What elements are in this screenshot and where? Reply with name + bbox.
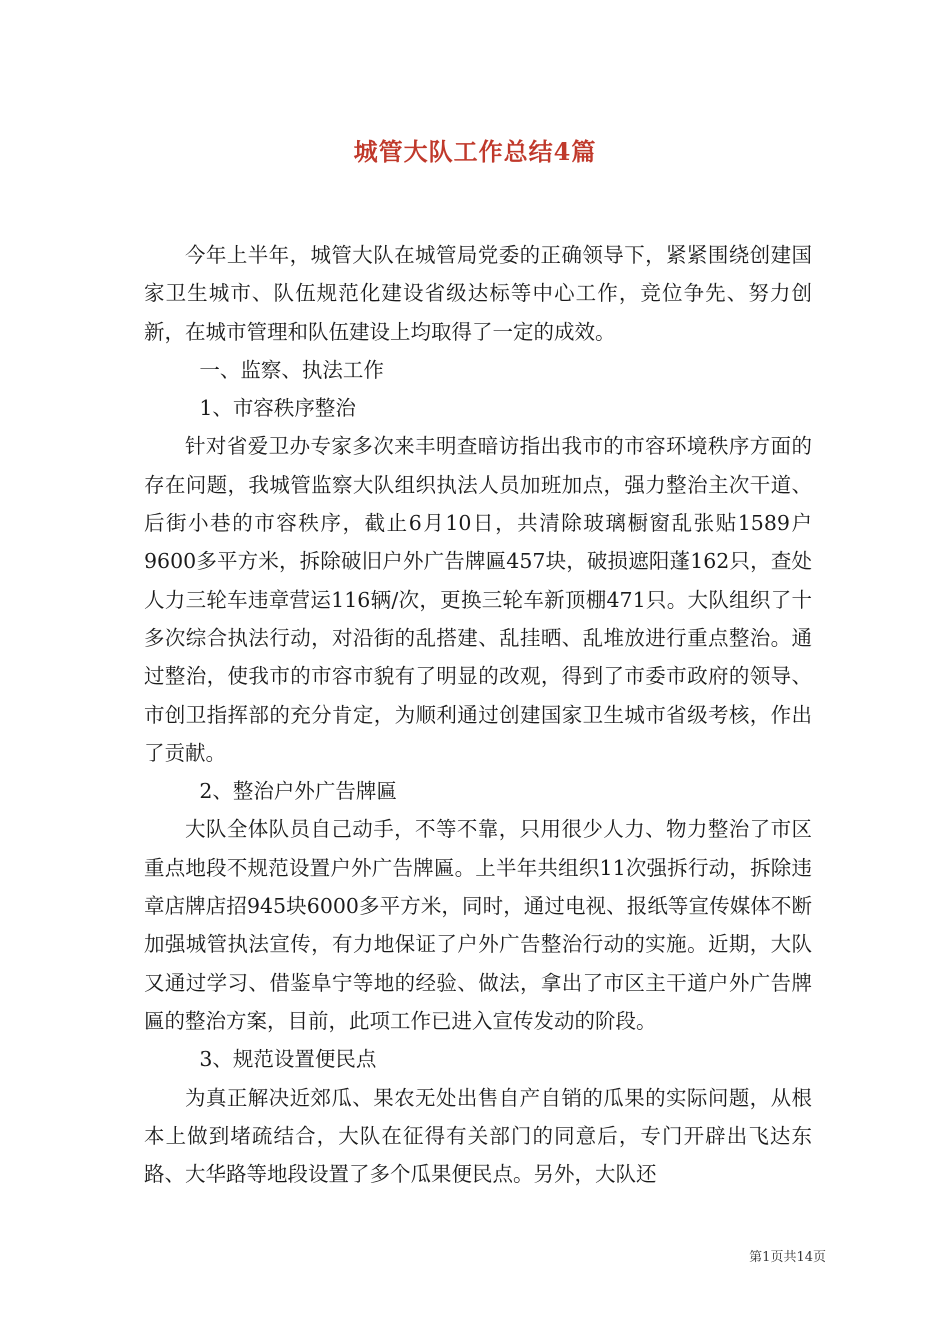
page-number: 第1页共14页 [749,1250,826,1265]
subheading-billboards: 2、整治户外广告牌匾 [199,779,397,804]
subheading-convenience-points: 3、规范设置便民点 [199,1047,377,1072]
paragraph-billboards: 大队全体队员自己动手，不等不靠，只用很少人力、物力整治了市区重点地段不规范设置户外广告牌匾。上半年共组织11次强拆行动，拆除违章店牌店招945块6000多平方米，同时，通过电视、报纸等宣传媒体不断加强城管执法宣传，有力地保证了户外广告整治行动的实施。近期，大队又通过学习、借鉴阜宁等地的经验、做法，拿出了市区主干道户外广告牌匾的整治方案，目前，此项工作已进入宣传发动的阶段。 [144,817,812,1033]
section-heading-supervision: 一、监察、执法工作 [199,357,384,382]
document-body [144,236,812,1193]
paragraph-intro: 今年上半年，城管大队在城管局党委的正确领导下，紧紧围绕创建国家卫生城市、队伍规范化建设省级达标等中心工作，竞位争先、努力创新，在城市管理和队伍建设上均取得了一定的成效。 [144,243,812,344]
paragraph-convenience-points: 为真正解决近郊瓜、果农无处出售自产自销的瓜果的实际问题，从根本上做到堵疏结合，大队在征得有关部门的同意后，专门开辟出飞达东路、大华路等地段设置了多个瓜果便民点。另外，大队还 [144,1085,812,1187]
subheading-city-order: 1、市容秩序整治 [199,396,356,421]
document-title: 城管大队工作总结4篇 [353,137,597,166]
paragraph-city-order: 针对省爱卫办专家多次来丰明查暗访指出我市的市容环境秩序方面的存在问题，我城管监察大队组织执法人员加班加点，强力整治主次干道、后街小巷的市容秩序，截止6月10日，共清除玻璃橱窗乱张贴1589户9600多平方米，拆除破旧户外广告牌匾457块，破损遮阳蓬162只，查处人力三轮车违章营运116辆/次，更换三轮车新顶棚471只。大队组织了十多次综合执法行动，对沿街的乱搭建、乱挂晒、乱堆放进行重点整治。通过整治，使我市的市容市貌有了明显的改观，得到了市委市政府的领导、市创卫指挥部的充分肯定，为顺利通过创建国家卫生城市省级考核，作出了贡献。 [144,434,812,765]
